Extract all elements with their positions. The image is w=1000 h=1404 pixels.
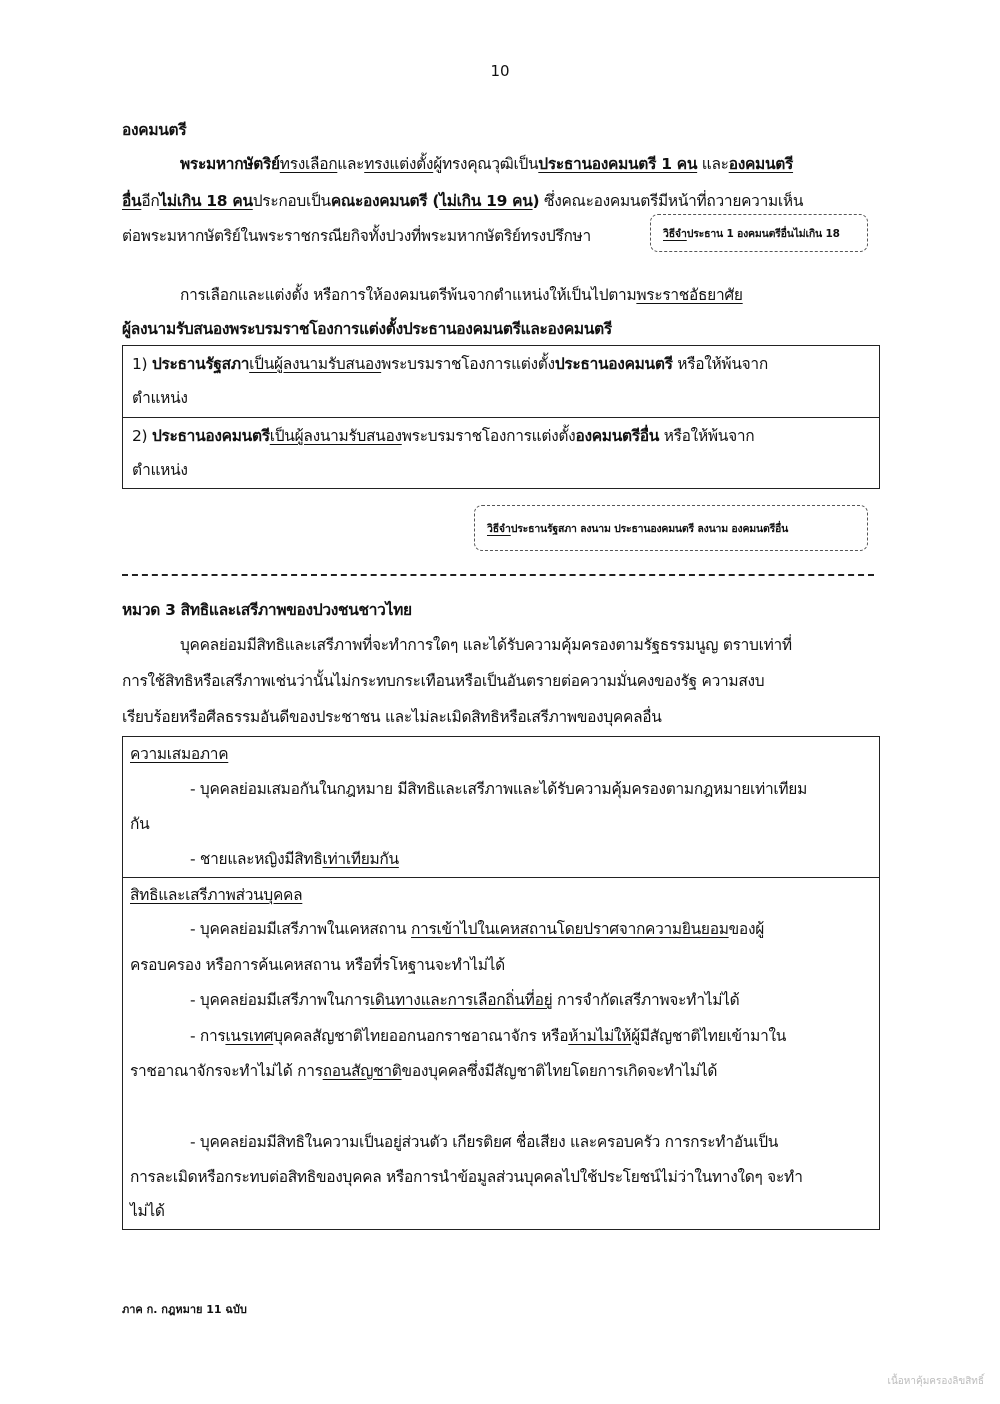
paragraph-line [180,283,743,307]
memo-text: ประธาน 1 องคมนตรีอื่นไม่เกิน 18 [686,227,840,240]
text-run: ซึ่งคณะองคมนตรีมีหน้าที่ถวายความเห็น [539,192,804,210]
bullet-line [190,917,764,941]
bold-term: คณะองคมนตรี ( [330,192,440,210]
text-run: อีก [141,192,160,210]
bullet-line-cont: กัน [130,815,150,833]
underlined-term: เป็นผู้ลงนามรับสนอง [249,355,382,373]
text-run: บุคคลสัญชาติไทยออกนอกราชอาณาจักร หรือ [273,1027,569,1045]
bullet-line: - บุคคลย่อมเสมอกันในกฎหมาย มีสิทธิและเสรีภาพและได้รับความคุ้มครองตามกฎหมายเท่าเทียม [190,780,807,798]
paragraph-line: การใช้สิทธิหรือเสรีภาพเช่นว่านั้นไม่กระทบกระเทือนหรือเป็นอันตรายต่อความมั่นคงของรัฐ ความสงบ [122,672,765,690]
subheading: ผู้ลงนามรับสนองพระบรมราชโองการแต่งตั้งประธานองคมนตรีและองคมนตรี [122,320,612,338]
section-divider [122,574,874,576]
text-run: ผู้ทรงคุณวุฒิเป็น [433,155,539,173]
memo-label: วิธีจำ [663,227,687,240]
paragraph-line [180,152,793,176]
rights-table [122,736,880,1230]
bold-term: องคมนตรีอื่น [575,427,660,445]
text-run: หรือให้พ้นจาก [659,427,755,445]
bold-term: ประธานองคมนตรี [554,355,673,373]
section-heading-rights: หมวด 3 สิทธิและเสรีภาพของปวงชนชาวไทย [122,601,412,619]
equality-title: ความเสมอภาค [130,745,229,763]
text-run: การจำกัดเสรีภาพจะทำไม่ได้ [552,991,740,1009]
underlined-term: การเข้าไปในเคหสถานโดยปราศจากความยินยอม [410,920,729,938]
underlined-term: พระราชอัธยาศัย [636,286,743,304]
text-run: ของผู้ [728,920,764,938]
bullet-line-cont [130,1059,717,1083]
page-number: 10 [490,62,510,80]
text-run: และ [697,155,729,173]
paragraph-line [122,189,803,213]
bullet-line [190,1024,786,1048]
underlined-term: องคมนตรี [728,155,794,173]
bold-term: ประธานองคมนตรี [151,427,270,445]
underlined-term: ไม่เกิน 19 คน [439,192,533,210]
text-run: - ชายและหญิงมีสิทธิ [190,850,323,868]
personal-rights-title: สิทธิและเสรีภาพส่วนบุคคล [130,886,303,904]
underlined-term: เป็นผู้ลงนามรับสนอง [269,427,402,445]
underlined-term: เท่าเทียมกัน [322,850,399,868]
text-run: ของบุคคลซึ่งมีสัญชาติไทยโดยการเกิดจะทำไม่ได้ [401,1062,718,1080]
bold-term: ) [532,192,540,210]
text-run: - บุคคลย่อมมีเสรีภาพในการ [190,991,370,1009]
table-row [132,424,754,448]
text-run: - การ [190,1027,226,1045]
text-run: พระบรมราชโองการแต่งตั้ง [381,355,555,373]
copyright-watermark: เนื้อหาคุ้มครองลิขสิทธิ์ [887,1376,984,1387]
underlined-term: เนรเทศ [225,1027,274,1045]
text-run: - บุคคลย่อมมีเสรีภาพในเคหสถาน [190,920,411,938]
memo-box [474,505,868,551]
memo-text: ประธานรัฐสภา ลงนาม ประธานองคมนตรี ลงนาม องคมนตรีอื่น [510,522,789,535]
underlined-term: อื่น [122,192,142,210]
text-run: 1) [132,355,152,373]
bullet-line [190,847,399,871]
underlined-term: ถอนสัญชาติ [322,1062,402,1080]
table-row [132,352,768,376]
memo-box [650,214,868,252]
underlined-term: ไม่เกิน 18 คน [159,192,253,210]
table-row-cont: ตำแหน่ง [132,389,188,407]
page-footer: ภาค ก. กฎหมาย 11 ฉบับ [122,1303,247,1316]
section-heading-privy-council: องคมนตรี [122,121,187,139]
paragraph-text: การเลือกและแต่งตั้ง หรือการให้องคมนตรีพ้นจากตำแหน่งให้เป็นไปตาม [180,286,637,304]
paragraph-line: เรียบร้อยหรือศีลธรรมอันดีของประชาชน และไม่ละเมิดสิทธิหรือเสรีภาพของบุคคลอื่น [122,708,662,726]
paragraph-line: บุคคลย่อมมีสิทธิและเสรีภาพที่จะทำการใดๆ และได้รับความคุ้มครองตามรัฐธรรมนูญ ตราบเท่าที่ [180,636,792,654]
bullet-line-cont: ครอบครอง หรือการค้นเคหสถาน หรือที่รโหฐานจะทำไม่ได้ [130,956,505,974]
text-run: ราชอาณาจักรจะทำไม่ได้ การ [130,1062,323,1080]
bullet-line [190,988,739,1012]
bold-term: พระมหากษัตริย์ [180,155,280,173]
text-run: และ [337,155,365,173]
memo-label: วิธีจำ [487,522,511,535]
text-run: หรือให้พ้นจาก [672,355,768,373]
bullet-line-cont: ไม่ได้ [130,1202,165,1220]
underlined-term: ทรงแต่งตั้ง [364,155,434,173]
paragraph-line: ต่อพระมหากษัตริย์ในพระราชกรณียกิจทั้งปวงที่พระมหากษัตริย์ทรงปรึกษา [122,227,591,245]
underlined-term: ประธานองคมนตรี 1 คน [538,155,698,173]
underlined-term: เดินทางและการเลือกถิ่นที่อยู่ [369,991,553,1009]
bullet-line: - บุคคลย่อมมีสิทธิในความเป็นอยู่ส่วนตัว เกียรติยศ ชื่อเสียง และครอบครัว การกระทำอันเป็น [190,1133,779,1151]
underlined-term: ห้ามไม่ให้ [568,1027,632,1045]
table-divider [122,877,880,878]
bold-term: ประธานรัฐสภา [151,355,250,373]
table-row-cont: ตำแหน่ง [132,461,188,479]
text-run: ผู้มีสัญชาติไทยเข้ามาใน [631,1027,787,1045]
text-run: 2) [132,427,152,445]
text-run: พระบรมราชโองการแต่งตั้ง [401,427,576,445]
table-divider [122,417,880,418]
bullet-line-cont: การละเมิดหรือกระทบต่อสิทธิของบุคคล หรือการนำข้อมูลส่วนบุคคลไปใช้ประโยชน์ไม่ว่าในทางใดๆ จะทำ [130,1168,803,1186]
text-run: ประกอบเป็น [252,192,331,210]
underlined-term: ทรงเลือก [279,155,338,173]
